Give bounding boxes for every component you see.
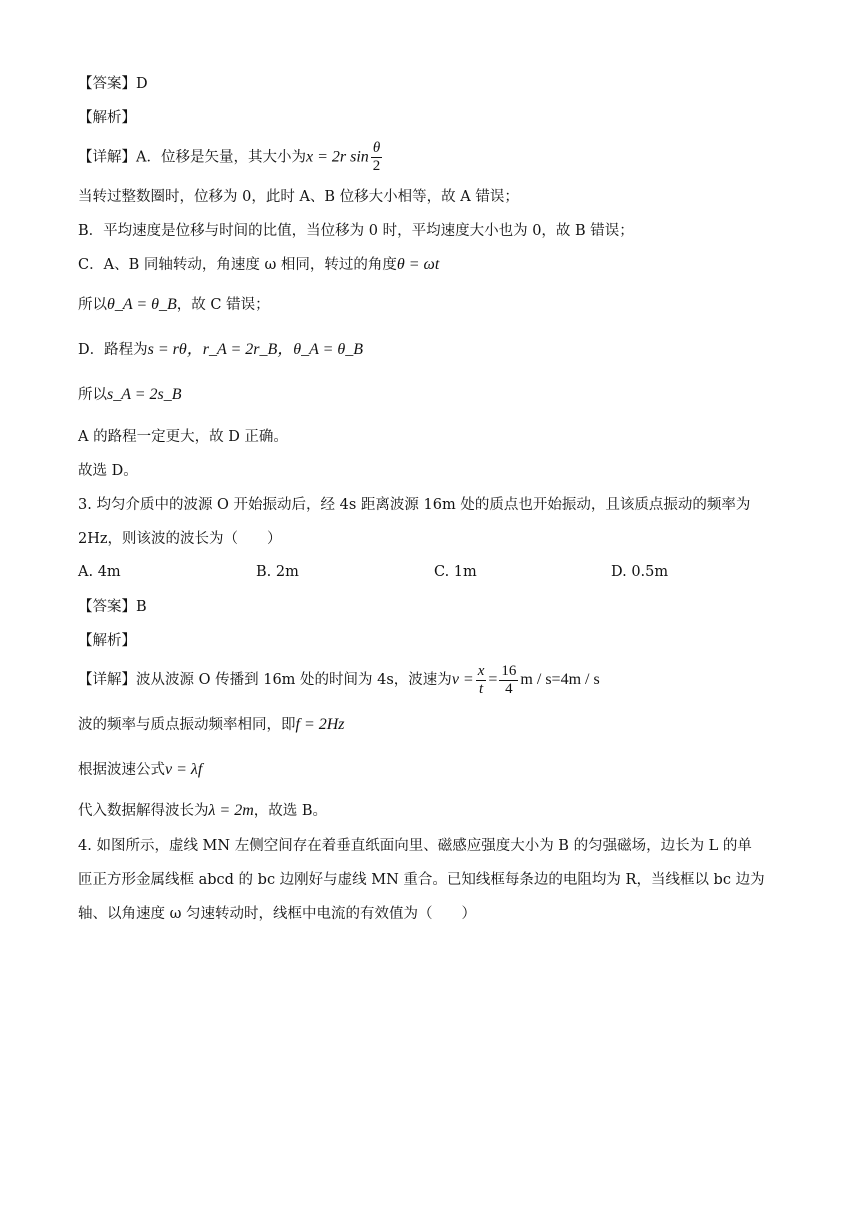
- answer-value: B: [136, 599, 147, 615]
- fraction-denominator: 2: [372, 158, 381, 174]
- fraction-numerator: θ: [372, 140, 381, 156]
- q3-options: [78, 564, 778, 584]
- formula-wavelength: λ = 2m: [208, 802, 254, 819]
- detail-d3-line: A 的路程一定更大，故 D 正确。: [78, 429, 288, 445]
- detail-c-text: C．A、B 同轴转动，角速度 ω 相同，转过的角度: [78, 257, 397, 273]
- detail-tag: 【详解】: [78, 672, 136, 688]
- q3-detail-line: 【详解】波从波源 O 传播到 16m 处的时间为 4s，波速为v = $\frac{x}{t}$ = $\frac{16}{4}$ m / s=4m / s: [78, 662, 600, 697]
- detail-tag: 【详解】: [78, 149, 136, 166]
- analysis-tag: 【解析】: [78, 110, 136, 126]
- formula-s-relation: s_A = 2s_B: [107, 386, 182, 403]
- formula-v-lhs: v =: [451, 671, 474, 688]
- detail-d-line: [78, 340, 363, 360]
- q3-frequency-line: [78, 715, 345, 735]
- q3-detail-text: 波从波源 O 传播到 16m 处的时间为 4s，波速为: [136, 672, 452, 688]
- formula-path: s = rθ，r_A = 2r_B，θ_A = θ_B: [147, 341, 364, 358]
- fraction-x-over-t: [476, 663, 487, 698]
- answer-tag: 【答案】: [78, 599, 136, 615]
- answer-tag: 【答案】: [78, 76, 136, 92]
- fraction-16-over-4: [499, 663, 518, 698]
- answer-line: [78, 74, 148, 94]
- fraction-denominator: t: [478, 680, 484, 697]
- q3-stem-line-1: 3. 均匀介质中的波源 O 开始振动后，经 4s 距离波源 16m 处的质点也开始振动，且该质点振动的频率为: [78, 497, 751, 513]
- option-b[interactable]: B. 2m: [256, 564, 299, 580]
- option-d[interactable]: D. 0.5m: [611, 564, 669, 580]
- q3-formula-line: [78, 760, 202, 780]
- detail-c2-line: [78, 295, 270, 315]
- option-c[interactable]: C. 1m: [434, 564, 477, 580]
- fraction-numerator: x: [477, 662, 485, 679]
- detail-c-line: [78, 255, 439, 275]
- fraction-theta-half: [371, 140, 383, 175]
- q3-result-line: [78, 801, 327, 821]
- formula-wave-speed: v = λf: [165, 761, 203, 778]
- q3-result-text: 代入数据解得波长为: [78, 803, 209, 819]
- detail-b-line: B．平均速度是位移与时间的比值，当位移为 0 时，平均速度大小也为 0，故 B 错误；: [78, 223, 634, 239]
- formula-theta-equal: θ_A = θ_B: [107, 296, 177, 313]
- q3-result-tail: ，故选 B。: [253, 803, 328, 819]
- q3-answer-line: [78, 597, 147, 617]
- q4-stem-line-1: 4. 如图所示，虚线 MN 左侧空间存在着垂直纸面向里、磁感应强度大小为 B 的匀强磁场，边长为 L 的单: [78, 838, 752, 854]
- detail-c2-text: 所以: [78, 297, 107, 313]
- option-a[interactable]: A. 4m: [78, 564, 121, 580]
- formula-angle: θ = ωt: [396, 256, 440, 273]
- detail-c2-tail: ，故 C 错误；: [176, 297, 270, 313]
- fraction-denominator: 4: [505, 680, 513, 697]
- q4-stem-line-2: 匝正方形金属线框 abcd 的 bc 边刚好与虚线 MN 重合。已知线框每条边的电阻均为 R，当线框以 bc 边为: [78, 872, 765, 888]
- fraction-numerator: 16: [501, 662, 517, 679]
- q3-analysis-tag: 【解析】: [78, 633, 136, 649]
- formula-frequency: f = 2Hz: [295, 716, 345, 733]
- detail-a-text: A．位移是矢量，其大小为: [136, 149, 306, 166]
- formula-displacement: x = 2r sin: [305, 148, 369, 166]
- q3-formula-text: 根据波速公式: [78, 762, 165, 778]
- q3-stem-line-2: 2Hz，则该波的波长为（ ）: [78, 531, 282, 547]
- answer-value: D: [136, 76, 148, 92]
- formula-v-tail: m / s=4m / s: [520, 671, 600, 688]
- q4-stem-line-3: 轴、以角速度 ω 匀速转动时，线框中电流的有效值为（ ）: [78, 906, 477, 922]
- detail-line-2: 当转过整数圈时，位移为 0，此时 A、B 位移大小相等，故 A 错误；: [78, 189, 519, 205]
- detail-d-text: D．路程为: [78, 342, 148, 358]
- q3-frequency-text: 波的频率与质点振动频率相同，即: [78, 717, 296, 733]
- detail-a-line: [78, 140, 384, 175]
- detail-d2-line: [78, 385, 182, 405]
- conclusion-line: 故选 D。: [78, 463, 138, 479]
- detail-d2-text: 所以: [78, 387, 107, 403]
